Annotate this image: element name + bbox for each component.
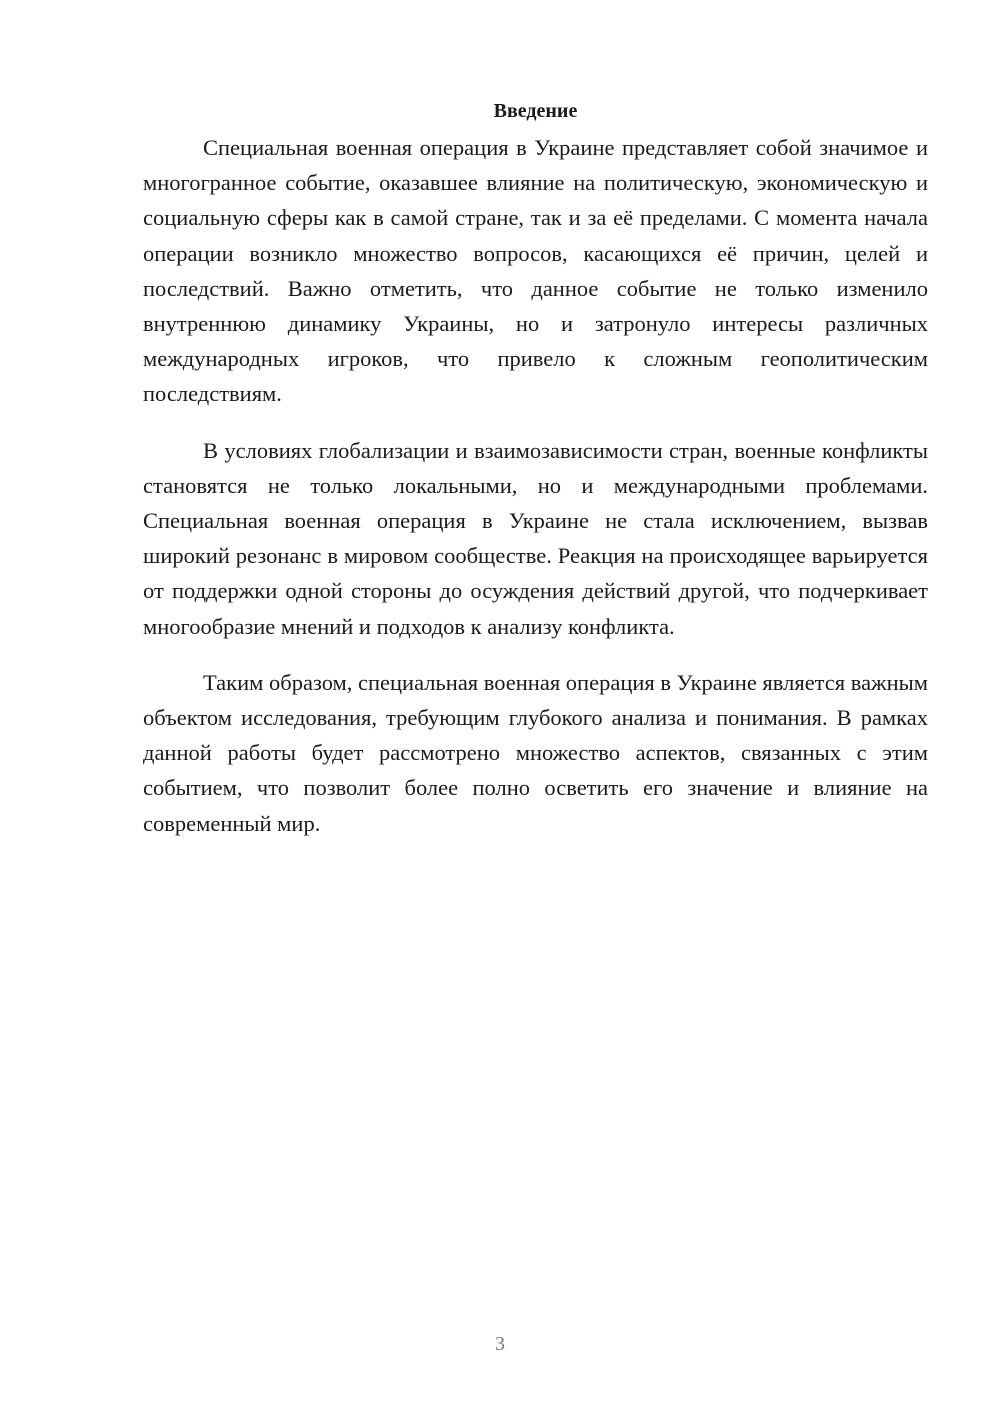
page-content [143, 96, 928, 862]
paragraph-1: Специальная военная операция в Украине представляет собой значимое и многогранное событие, оказавшее влияние на политическую, экономическую и социальную сферы как в самой стране, так и за её пределами. С момента начала операции возникло множество вопросов, касающихся её причин, целей и последствий. Важно отметить, что данное событие не только изменило внутреннюю динамику Украины, но и затронуло интересы различных международных игроков, что привело к сложным геополитическим последствиям. [143, 135, 928, 407]
page-number: 3 [495, 1333, 505, 1355]
paragraph-2: В условиях глобализации и взаимозависимости стран, военные конфликты становятся не только локальными, но и международными проблемами. Специальная военная операция в Украине не стала исключением, вызвав широкий резонанс в мировом сообществе. Реакция на происходящее варьируется от поддержки одной стороны до осуждения действий другой, что подчеркивает многообразие мнений и подходов к анализу конфликта. [143, 437, 928, 639]
paragraph-3: Таким образом, специальная военная операция в Украине является важным объектом исследования, требующим глубокого анализа и понимания. В рамках данной работы будет рассмотрено множество аспектов, связанных с этим событием, что позволит более полно осветить его значение и влияние на современный мир. [143, 669, 928, 836]
section-heading: Введение [493, 100, 578, 122]
